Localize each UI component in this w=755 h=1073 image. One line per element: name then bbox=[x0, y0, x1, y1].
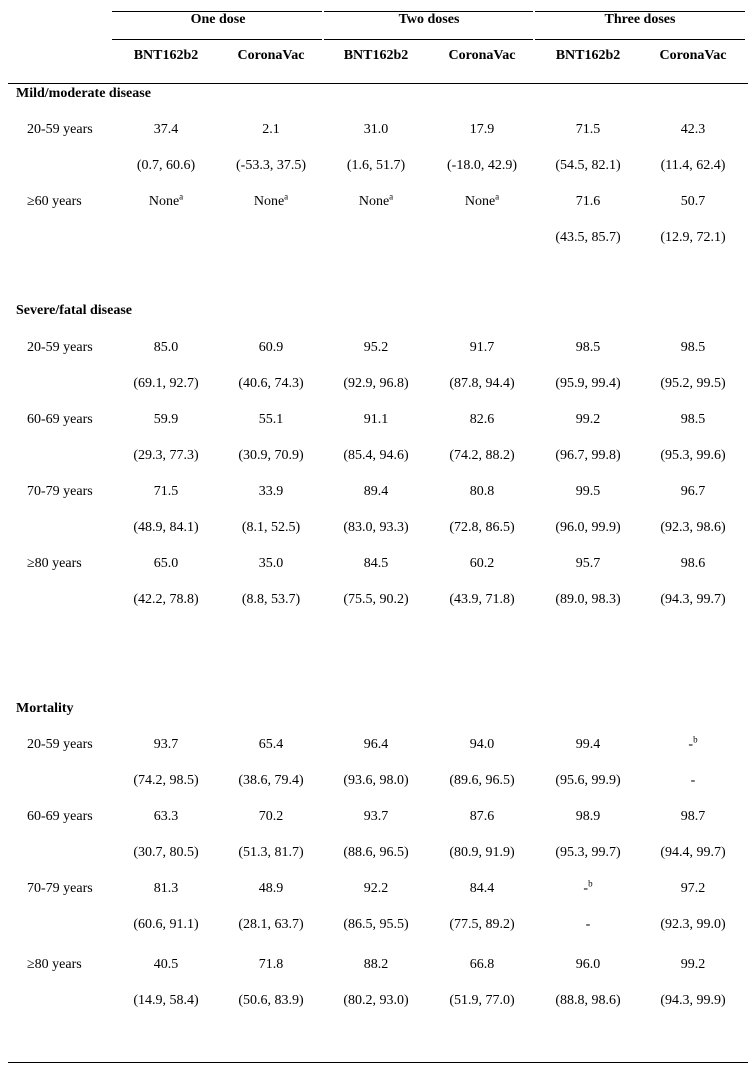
effectiveness-value: 93.7 bbox=[363, 809, 389, 824]
confidence-interval: (43.5, 85.7) bbox=[555, 230, 621, 245]
confidence-interval: (95.3, 99.6) bbox=[660, 448, 726, 463]
effectiveness-value: 70.2 bbox=[258, 809, 284, 824]
age-group-label: 70-79 years bbox=[27, 881, 93, 896]
effectiveness-value: 35.0 bbox=[258, 556, 284, 571]
section-title: Severe/fatal disease bbox=[16, 303, 132, 318]
effectiveness-value: 92.2 bbox=[363, 881, 389, 896]
effectiveness-value: 80.8 bbox=[469, 484, 495, 499]
effectiveness-value: 71.5 bbox=[153, 484, 179, 499]
confidence-interval: (92.9, 96.8) bbox=[343, 376, 409, 391]
effectiveness-value: 98.7 bbox=[680, 809, 706, 824]
section-title: Mortality bbox=[16, 701, 74, 716]
confidence-interval: (0.7, 60.6) bbox=[136, 158, 196, 173]
confidence-interval: (95.9, 99.4) bbox=[555, 376, 621, 391]
confidence-interval: (83.0, 93.3) bbox=[343, 520, 409, 535]
vaccine-header: CoronaVac bbox=[237, 48, 305, 63]
age-group-label: 20-59 years bbox=[27, 122, 93, 137]
confidence-interval: (51.3, 81.7) bbox=[238, 845, 304, 860]
confidence-interval: (60.6, 91.1) bbox=[133, 917, 199, 932]
confidence-interval: - bbox=[585, 917, 591, 932]
effectiveness-value: 71.8 bbox=[258, 957, 284, 972]
effectiveness-value: -$^b$ bbox=[583, 878, 593, 896]
confidence-interval: (14.9, 58.4) bbox=[133, 993, 199, 1008]
confidence-interval: (94.3, 99.9) bbox=[660, 993, 726, 1008]
confidence-interval: (40.6, 74.3) bbox=[238, 376, 304, 391]
effectiveness-value: 89.4 bbox=[363, 484, 389, 499]
effectiveness-value: 71.5 bbox=[575, 122, 601, 137]
effectiveness-value: -$^b$ bbox=[688, 734, 698, 752]
effectiveness-value: 95.7 bbox=[575, 556, 601, 571]
effectiveness-value: 63.3 bbox=[153, 809, 179, 824]
effectiveness-value: 60.2 bbox=[469, 556, 495, 571]
effectiveness-value: 71.6 bbox=[575, 194, 601, 209]
confidence-interval: - bbox=[690, 773, 696, 788]
confidence-interval: (77.5, 89.2) bbox=[449, 917, 515, 932]
header-bottom-rule bbox=[8, 83, 748, 84]
footnote-marker: a bbox=[389, 191, 394, 202]
effectiveness-value: 33.9 bbox=[258, 484, 284, 499]
confidence-interval: (72.8, 86.5) bbox=[449, 520, 515, 535]
footnote-marker: b bbox=[588, 878, 593, 889]
confidence-interval: (75.5, 90.2) bbox=[343, 592, 409, 607]
effectiveness-value: 95.2 bbox=[363, 340, 389, 355]
effectiveness-value: 97.2 bbox=[680, 881, 706, 896]
confidence-interval: (29.3, 77.3) bbox=[133, 448, 199, 463]
footnote-marker: a bbox=[284, 191, 289, 202]
effectiveness-value: 98.9 bbox=[575, 809, 601, 824]
confidence-interval: (95.6, 99.9) bbox=[555, 773, 621, 788]
effectiveness-value: 93.7 bbox=[153, 737, 179, 752]
effectiveness-value: 2.1 bbox=[262, 122, 280, 137]
age-group-label: ≥80 years bbox=[27, 957, 82, 972]
effectiveness-value: 40.5 bbox=[153, 957, 179, 972]
confidence-interval: (95.3, 99.7) bbox=[555, 845, 621, 860]
confidence-interval: (87.8, 94.4) bbox=[449, 376, 515, 391]
effectiveness-value: 96.0 bbox=[575, 957, 601, 972]
age-group-label: ≥80 years bbox=[27, 556, 82, 571]
confidence-interval: (80.9, 91.9) bbox=[449, 845, 515, 860]
table-bottom-rule bbox=[8, 1062, 748, 1063]
confidence-interval: (30.9, 70.9) bbox=[238, 448, 304, 463]
effectiveness-value: 99.5 bbox=[575, 484, 601, 499]
effectiveness-value: 66.8 bbox=[469, 957, 495, 972]
footnote-marker: a bbox=[495, 191, 500, 202]
dose-group-under-rule bbox=[112, 39, 322, 40]
confidence-interval: (38.6, 79.4) bbox=[238, 773, 304, 788]
confidence-interval: (50.6, 83.9) bbox=[238, 993, 304, 1008]
effectiveness-value: None$^a$ bbox=[148, 191, 184, 209]
dose-group-header: One dose bbox=[190, 12, 246, 27]
effectiveness-value: None$^a$ bbox=[253, 191, 289, 209]
effectiveness-value: 98.5 bbox=[680, 340, 706, 355]
effectiveness-value: 96.7 bbox=[680, 484, 706, 499]
effectiveness-value: 98.5 bbox=[575, 340, 601, 355]
effectiveness-value: None$^a$ bbox=[464, 191, 500, 209]
effectiveness-value: 59.9 bbox=[153, 412, 179, 427]
confidence-interval: (89.0, 98.3) bbox=[555, 592, 621, 607]
effectiveness-value: 96.4 bbox=[363, 737, 389, 752]
effectiveness-value: 65.4 bbox=[258, 737, 284, 752]
confidence-interval: (74.2, 98.5) bbox=[133, 773, 199, 788]
effectiveness-value: 94.0 bbox=[469, 737, 495, 752]
effectiveness-value: 42.3 bbox=[680, 122, 706, 137]
confidence-interval: (94.4, 99.7) bbox=[660, 845, 726, 860]
confidence-interval: (85.4, 94.6) bbox=[343, 448, 409, 463]
confidence-interval: (88.6, 96.5) bbox=[343, 845, 409, 860]
confidence-interval: (-53.3, 37.5) bbox=[236, 158, 306, 173]
confidence-interval: (92.3, 99.0) bbox=[660, 917, 726, 932]
confidence-interval: (86.5, 95.5) bbox=[343, 917, 409, 932]
effectiveness-value: 37.4 bbox=[153, 122, 179, 137]
confidence-interval: (94.3, 99.7) bbox=[660, 592, 726, 607]
age-group-label: 60-69 years bbox=[27, 809, 93, 824]
age-group-label: 70-79 years bbox=[27, 484, 93, 499]
effectiveness-value: 91.1 bbox=[363, 412, 389, 427]
vaccine-header: BNT162b2 bbox=[343, 48, 409, 63]
age-group-label: 20-59 years bbox=[27, 737, 93, 752]
confidence-interval: (89.6, 96.5) bbox=[449, 773, 515, 788]
confidence-interval: (93.6, 98.0) bbox=[343, 773, 409, 788]
effectiveness-value: 98.5 bbox=[680, 412, 706, 427]
effectiveness-value: 99.2 bbox=[575, 412, 601, 427]
footnote-marker: b bbox=[693, 734, 698, 745]
dose-group-under-rule bbox=[535, 39, 745, 40]
effectiveness-value: 17.9 bbox=[469, 122, 495, 137]
effectiveness-value: 99.4 bbox=[575, 737, 601, 752]
confidence-interval: (54.5, 82.1) bbox=[555, 158, 621, 173]
vaccine-header: BNT162b2 bbox=[133, 48, 199, 63]
effectiveness-value: 60.9 bbox=[258, 340, 284, 355]
confidence-interval: (1.6, 51.7) bbox=[346, 158, 406, 173]
confidence-interval: (80.2, 93.0) bbox=[343, 993, 409, 1008]
confidence-interval: (92.3, 98.6) bbox=[660, 520, 726, 535]
effectiveness-value: 50.7 bbox=[680, 194, 706, 209]
effectiveness-value: 48.9 bbox=[258, 881, 284, 896]
effectiveness-value: 84.5 bbox=[363, 556, 389, 571]
age-group-label: 60-69 years bbox=[27, 412, 93, 427]
effectiveness-value: None$^a$ bbox=[358, 191, 394, 209]
confidence-interval: (8.1, 52.5) bbox=[241, 520, 301, 535]
confidence-interval: (30.7, 80.5) bbox=[133, 845, 199, 860]
dose-group-header: Three doses bbox=[604, 12, 676, 27]
footnote-marker: a bbox=[179, 191, 184, 202]
confidence-interval: (8.8, 53.7) bbox=[241, 592, 301, 607]
effectiveness-value: 99.2 bbox=[680, 957, 706, 972]
age-group-label: 20-59 years bbox=[27, 340, 93, 355]
effectiveness-value: 85.0 bbox=[153, 340, 179, 355]
effectiveness-value: 55.1 bbox=[258, 412, 284, 427]
confidence-interval: (74.2, 88.2) bbox=[449, 448, 515, 463]
confidence-interval: (96.7, 99.8) bbox=[555, 448, 621, 463]
effectiveness-value: 65.0 bbox=[153, 556, 179, 571]
effectiveness-value: 31.0 bbox=[363, 122, 389, 137]
section-title: Mild/moderate disease bbox=[16, 86, 151, 101]
confidence-interval: (51.9, 77.0) bbox=[449, 993, 515, 1008]
effectiveness-value: 84.4 bbox=[469, 881, 495, 896]
confidence-interval: (12.9, 72.1) bbox=[660, 230, 726, 245]
confidence-interval: (11.4, 62.4) bbox=[660, 158, 726, 173]
confidence-interval: (42.2, 78.8) bbox=[133, 592, 199, 607]
confidence-interval: (96.0, 99.9) bbox=[555, 520, 621, 535]
confidence-interval: (43.9, 71.8) bbox=[449, 592, 515, 607]
effectiveness-value: 81.3 bbox=[153, 881, 179, 896]
effectiveness-value: 82.6 bbox=[469, 412, 495, 427]
effectiveness-value: 88.2 bbox=[363, 957, 389, 972]
confidence-interval: (88.8, 98.6) bbox=[555, 993, 621, 1008]
confidence-interval: (69.1, 92.7) bbox=[133, 376, 199, 391]
dose-group-header: Two doses bbox=[398, 12, 460, 27]
confidence-interval: (95.2, 99.5) bbox=[660, 376, 726, 391]
vaccine-header: CoronaVac bbox=[448, 48, 516, 63]
confidence-interval: (28.1, 63.7) bbox=[238, 917, 304, 932]
effectiveness-value: 91.7 bbox=[469, 340, 495, 355]
confidence-interval: (48.9, 84.1) bbox=[133, 520, 199, 535]
vaccine-header: CoronaVac bbox=[659, 48, 727, 63]
confidence-interval: (-18.0, 42.9) bbox=[447, 158, 517, 173]
age-group-label: ≥60 years bbox=[27, 194, 82, 209]
effectiveness-value: 98.6 bbox=[680, 556, 706, 571]
effectiveness-value: 87.6 bbox=[469, 809, 495, 824]
vaccine-header: BNT162b2 bbox=[555, 48, 621, 63]
dose-group-under-rule bbox=[324, 39, 533, 40]
